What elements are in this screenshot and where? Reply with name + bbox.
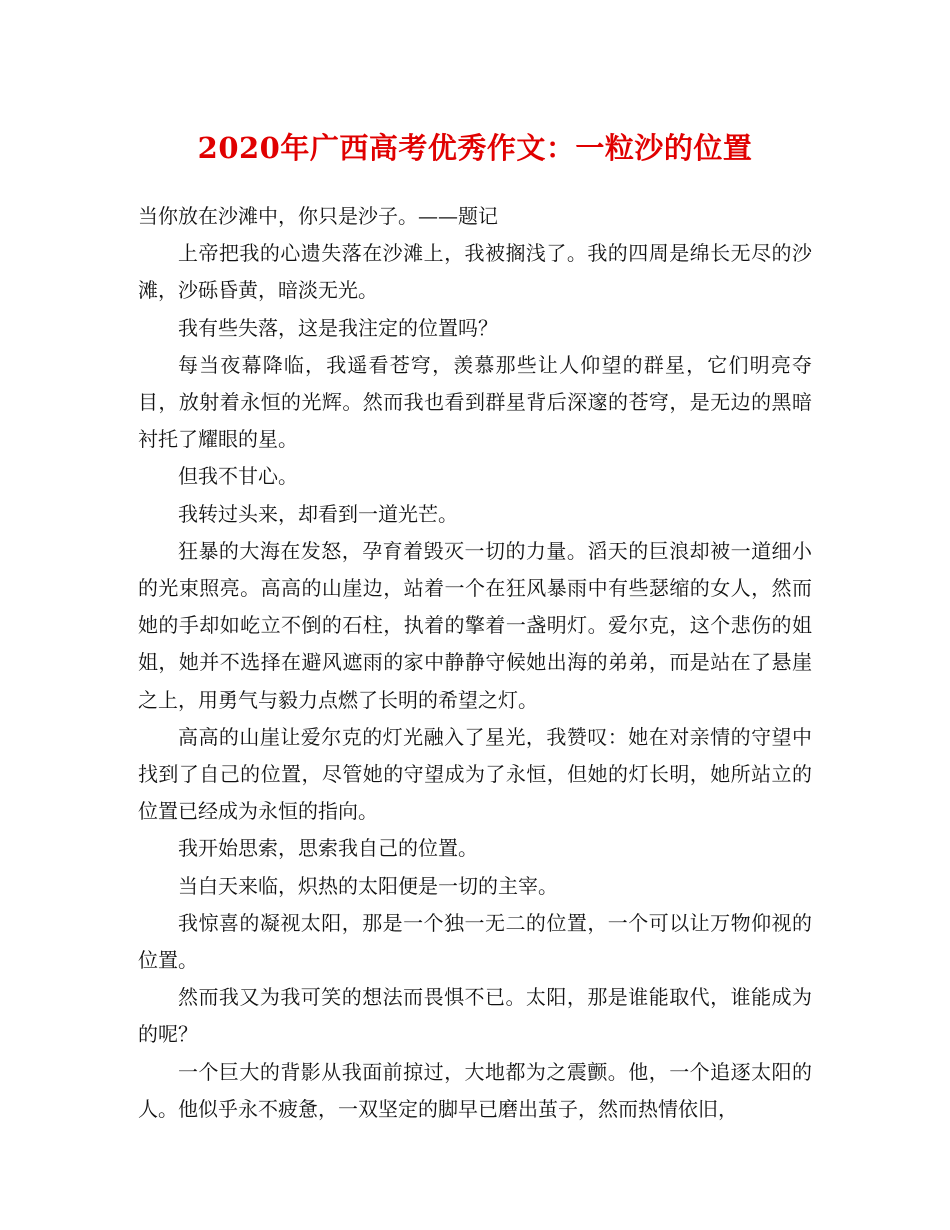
paragraph: 我惊喜的凝视太阳，那是一个独一无二的位置，一个可以让万物仰视的位置。 — [138, 910, 812, 973]
paragraph: 狂暴的大海在发怒，孕育着毁灭一切的力量。滔天的巨浪却被一道细小的光束照亮。高高的山崖边，站着一个在狂风暴雨中有些瑟缩的女人，然而她的手却如屹立不倒的石柱，执着的擎着一盏明灯。爱尔克，这个悲伤的姐姐，她并不选择在避风遮雨的家中静静守候她出海的弟弟，而是站在了悬崖之上，用勇气与毅力点燃了长明的希望之灯。 — [138, 538, 812, 712]
epigraph: 当你放在沙滩中，你只是沙子。——题记 — [138, 204, 498, 228]
paragraph: 但我不甘心。 — [178, 464, 298, 489]
paragraph: 当白天来临，炽热的太阳便是一切的主宰。 — [178, 873, 558, 898]
document-body — [138, 198, 812, 1128]
document-title: 2020年广西高考优秀作文：一粒沙的位置 — [197, 131, 753, 165]
paragraph: 上帝把我的心遗失落在沙滩上，我被搁浅了。我的四周是绵长无尽的沙滩，沙砾昏黄，暗淡无光。 — [138, 241, 812, 303]
paragraph: 然而我又为我可笑的想法而畏惧不已。太阳，那是谁能取代，谁能成为的呢？ — [138, 985, 812, 1047]
paragraph: 我有些失落，这是我注定的位置吗？ — [178, 315, 498, 340]
paragraph: 高高的山崖让爱尔克的灯光融入了星光，我赞叹：她在对亲情的守望中找到了自己的位置，尽管她的守望成为了永恒，但她的灯长明，她所站立的位置已经成为永恒的指向。 — [138, 724, 812, 824]
paragraph: 每当夜幕降临，我遥看苍穹，羡慕那些让人仰望的群星，它们明亮夺目，放射着永恒的光辉。然而我也看到群星背后深邃的苍穹，是无边的黑暗衬托了耀眼的星。 — [138, 352, 812, 452]
paragraph: 我转过头来，却看到一道光芒。 — [178, 501, 458, 526]
paragraph: 我开始思索，思索我自己的位置。 — [178, 836, 478, 861]
paragraph: 一个巨大的背影从我面前掠过，大地都为之震颤。他，一个追逐太阳的人。他似乎永不疲惫，一双坚定的脚早已磨出茧子，然而热情依旧， — [138, 1059, 812, 1121]
